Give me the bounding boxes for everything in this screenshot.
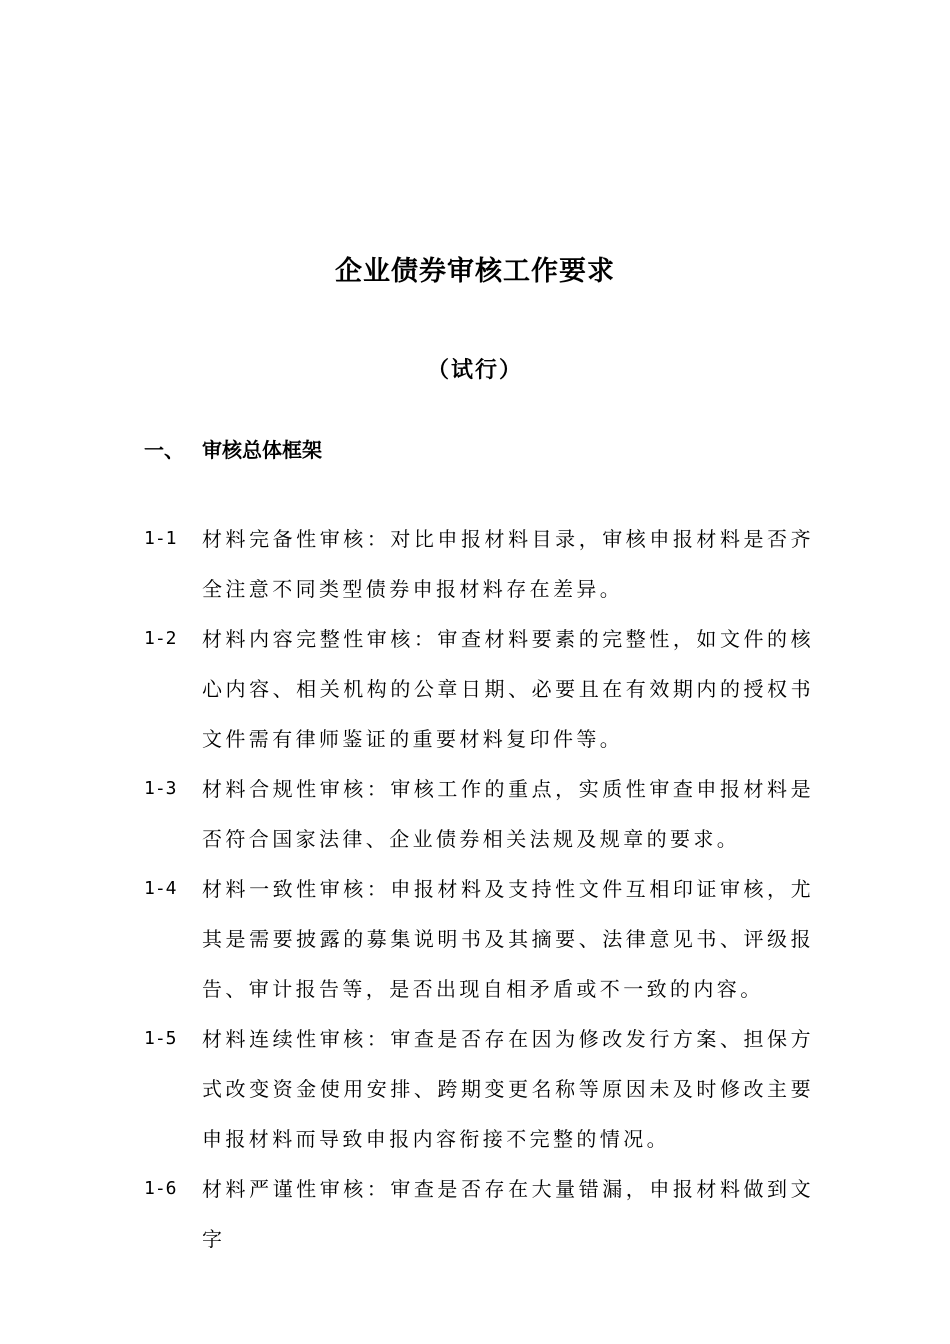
section-heading xyxy=(144,432,322,468)
item-number: 1-2 xyxy=(144,628,177,649)
item-number: 1-1 xyxy=(144,528,177,549)
list-item xyxy=(144,614,814,764)
item-text: 材料内容完整性审核：审查材料要素的完整性，如文件的核心内容、相关机构的公章日期、必要且在有效期内的授权书文件需有律师鉴证的重要材料复印件等。 xyxy=(202,627,814,751)
list-item xyxy=(144,514,814,614)
document-title: 企业债券审核工作要求 xyxy=(335,256,615,287)
list-item xyxy=(144,764,814,864)
item-text: 材料一致性审核：申报材料及支持性文件互相印证审核，尤其是需要披露的募集说明书及其摘要、法律意见书、评级报告、审计报告等，是否出现自相矛盾或不一致的内容。 xyxy=(202,877,814,1001)
item-number: 1-6 xyxy=(144,1178,177,1199)
list-item xyxy=(144,1164,814,1264)
item-text: 材料严谨性审核：审查是否存在大量错漏，申报材料做到文字 xyxy=(202,1177,814,1251)
list-item xyxy=(144,1014,814,1164)
list-item xyxy=(144,864,814,1014)
document-subtitle: （试行） xyxy=(426,357,523,383)
section-number: 一、 xyxy=(144,438,184,462)
item-number: 1-5 xyxy=(144,1028,177,1049)
item-text: 材料完备性审核：对比申报材料目录，审核申报材料是否齐全注意不同类型债券申报材料存在差异。 xyxy=(202,527,814,601)
item-text: 材料连续性审核：审查是否存在因为修改发行方案、担保方式改变资金使用安排、跨期变更名称等原因未及时修改主要申报材料而导致申报内容衔接不完整的情况。 xyxy=(202,1027,814,1151)
item-number: 1-4 xyxy=(144,878,177,899)
section-title: 审核总体框架 xyxy=(202,438,322,462)
item-number: 1-3 xyxy=(144,778,177,799)
item-text: 材料合规性审核：审核工作的重点，实质性审查申报材料是否符合国家法律、企业债券相关法规及规章的要求。 xyxy=(202,777,814,851)
item-list xyxy=(144,514,814,1264)
